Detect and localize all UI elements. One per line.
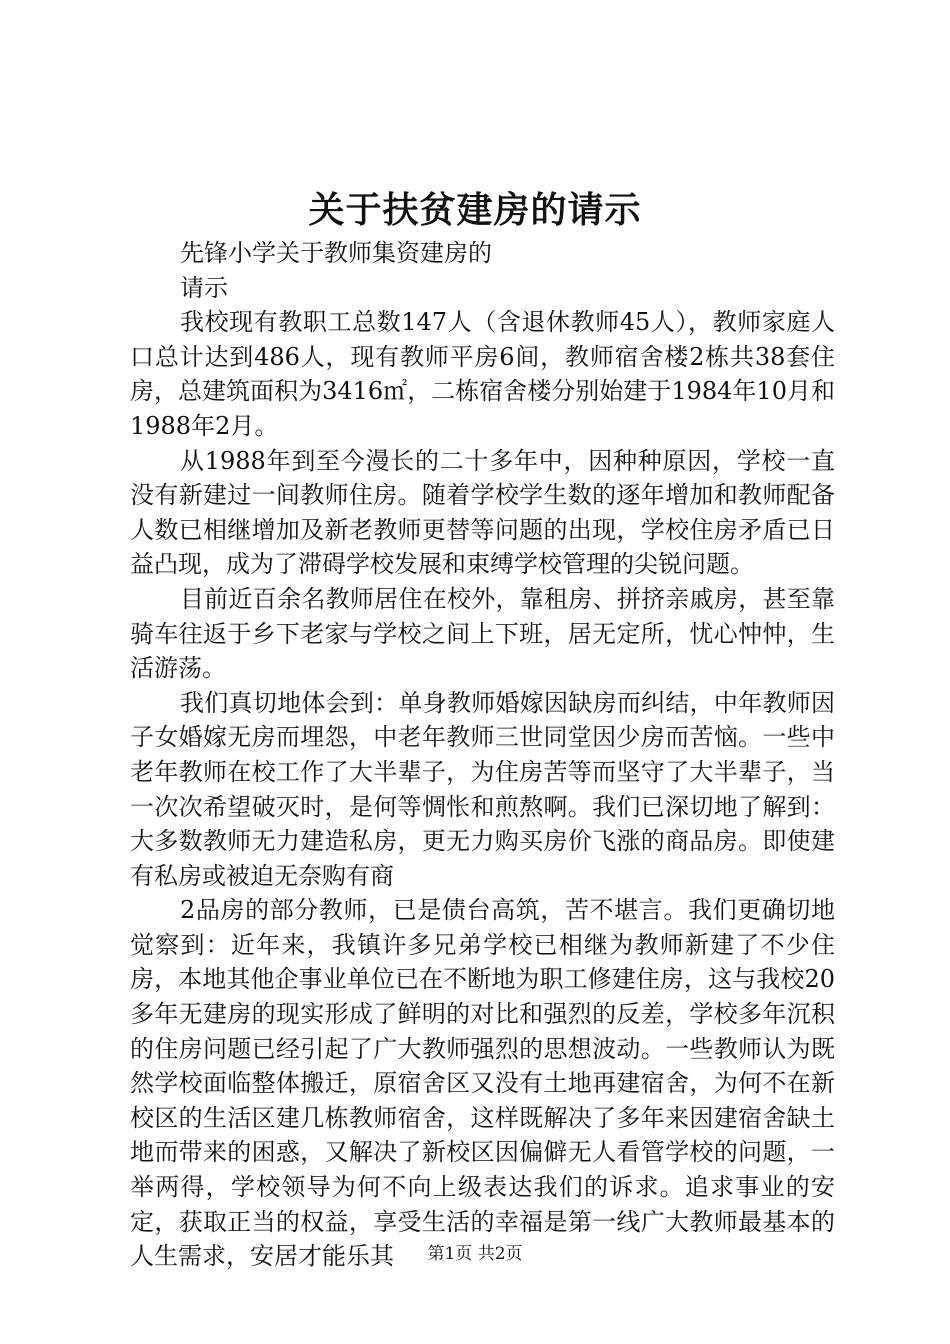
body-paragraph: 2品房的部分教师，已是债台高筑，苦不堪言。我们更确切地觉察到：近年来，我镇许多兄弟学校已相继为教师新建了不少住房，本地其他企事业单位已在不断地为职工修建住房，这与我校20多年无建房的现实形成了鲜明的对比和强烈的反差，学校多年沉积的住房问题已经引起了广大教师强烈的思想波动。一些教师认为既然学校面临整体搬迁，原宿舍区又没有土地再建宿舍，为何不在新校区的生活区建几栋教师宿舍，这样既解决了多年来因建宿舍缺土地而带来的困惑，又解决了新校区因偏僻无人看管学校的问题，一举两得，学校领导为何不向上级表达我们的诉求。追求事业的安定，获取正当的权益，享受生活的幸福是第一线广大教师最基本的人生需求，安居才能乐其 xyxy=(130,896,835,1271)
document-title: 关于扶贫建房的请示 xyxy=(308,189,642,231)
body-paragraph: 目前近百余名教师居住在校外，靠租房、拼挤亲戚房，甚至靠骑车往返于乡下老家与学校之间上下班，居无定所，忧心忡忡，生活游荡。 xyxy=(130,584,835,683)
body-paragraph: 请示 xyxy=(180,273,228,302)
body-paragraph: 先锋小学关于教师集资建房的 xyxy=(180,239,492,267)
document-body xyxy=(130,236,835,1274)
body-paragraph: 从1988年到至今漫长的二十多年中，因种种原因，学校一直没有新建过一间教师住房。随着学校学生数的逐年增加和教师配备人数已相继增加及新老教师更替等问题的出现，学校住房矛盾已日益凸现，成为了滞碍学校发展和束缚学校管理的尖锐问题。 xyxy=(130,446,835,579)
page-footer: 第1页 共2页 xyxy=(427,1244,523,1264)
body-paragraph: 我校现有教职工总数147人（含退休教师45人），教师家庭人口总计达到486人，现有教师平房6间，教师宿舍楼2栋共38套住房，总建筑面积为3416㎡，二栋宿舍楼分别始建于1984年10月和1988年2月。 xyxy=(130,308,835,440)
body-paragraph: 我们真切地体会到：单身教师婚嫁因缺房而纠结，中年教师因子女婚嫁无房而埋怨，中老年教师三世同堂因少房而苦恼。一些中老年教师在校工作了大半辈子，为住房苦等而坚守了大半辈子，当一次次希望破灭时，是何等惆怅和煎熬啊。我们已深切地了解到：大多数教师无力建造私房，更无力购买房价飞涨的商品房。即使建有私房或被迫无奈购有商 xyxy=(130,688,835,890)
